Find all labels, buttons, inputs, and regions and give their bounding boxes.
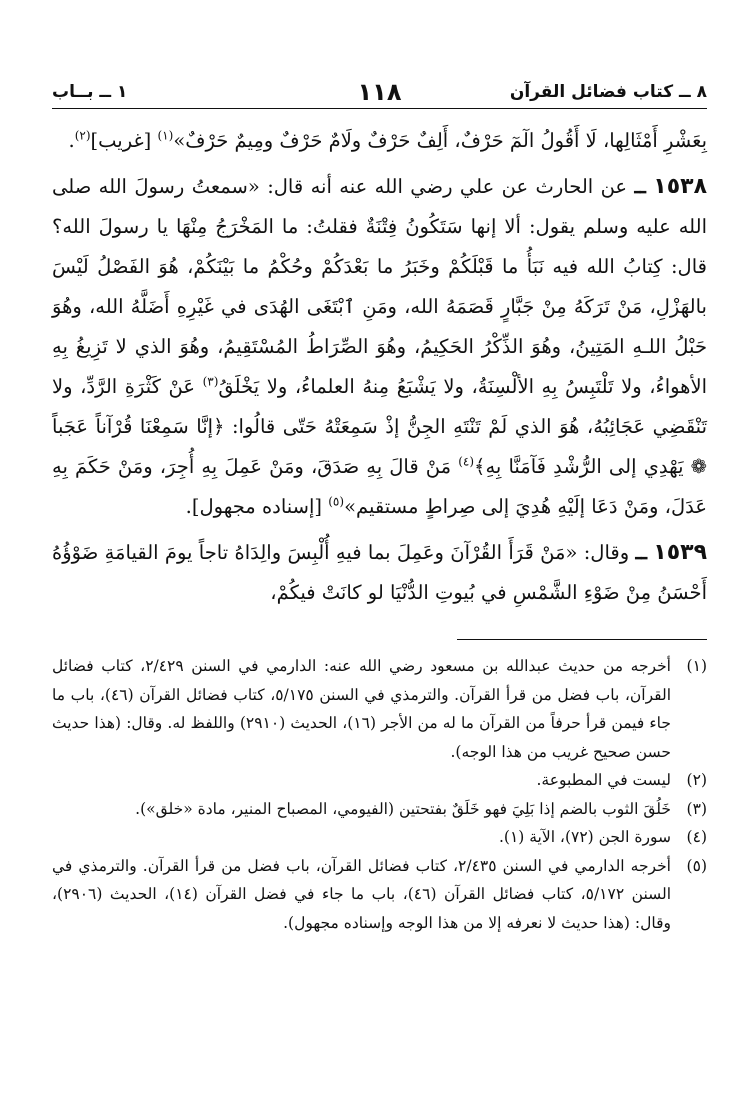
paragraph-continuation: بِعَشْرِ أَمْثَالِها، لَا أَقُولُ الٓمٓ حَرْفٌ، أَلِفٌ حَرْفٌ ولَامٌ حَرْفٌ ومِيمٌ حَرْفٌ»$^{(١)}$ [غريب]$^{(٢)}$. <box>68 128 707 152</box>
grade-label: [إسناده مجهول]. <box>185 495 323 518</box>
footnote-2 <box>52 766 707 795</box>
running-header <box>52 78 707 109</box>
footnote-text: سورة الجن (٧٢)، الآية (١). <box>498 828 671 846</box>
page-number: ١١٨ <box>357 78 402 106</box>
footnote-text: خَلُقَ الثوب بالضم إذا بَلِيَ فهو خَلَقٌ بفتحتين (الفيومي، المصباح المنير، مادة «خلق»). <box>135 799 671 818</box>
hadith-text: مَنْ قالَ بِهِ صَدَقَ، ومَنْ عَمِلَ بِهِ أُجِرَ، ومَنْ حَكَمَ بِهِ عَدَلَ، ومَنْ دَعَا إلَيْهِ هُدِيَ إلى صِراطٍ مستقيم» <box>52 455 707 518</box>
footnote-4 <box>52 823 707 852</box>
hadith-1539 <box>52 533 707 613</box>
footnote-3 <box>52 795 707 824</box>
footnote-text: ليست في المطبوعة. <box>536 771 671 789</box>
footnote-ref[interactable]: (٣) <box>202 374 219 389</box>
footnote-number: (١) <box>686 657 707 675</box>
footnote-ref[interactable]: (٢) <box>74 128 91 143</box>
footnote-1 <box>52 652 707 766</box>
hadith-dash: ــ <box>634 175 646 198</box>
hadith-number: ١٥٣٩ <box>653 540 707 565</box>
footnote-text: أخرجه الدارمي في السنن ٢/٤٣٥، كتاب فضائل القرآن، باب فضل من قرأ القرآن. والترمذي في السنن ٥/١٧٢، كتاب فضائل القرآن (٤٦)، باب ما جاء في فضل القرآن (١٤)، الحديث (٢٩٠٦)، وقال: (هذا حديث لا نعرفه إلا من هذا الوجه وإسناده مجهول). <box>52 856 671 932</box>
footnotes <box>52 652 707 937</box>
footnote-divider <box>457 639 707 640</box>
section-title: ١ ــ بــاب <box>52 82 128 102</box>
main-text <box>52 121 707 613</box>
footnote-number: (٣) <box>686 799 707 818</box>
grade-label: [غريب] <box>90 129 152 152</box>
footnote-ref[interactable]: (٥) <box>328 494 345 509</box>
hadith-text: عَنْ كَثْرَةِ الرَّدِّ، ولا تَنْقَضِي عَجَائِبُهُ، هُوَ الذي لَمْ تَنْتَهِ الجِنُّ إذْ سَمِعَتْهُ حَتّى قالُوا: ﴿إنَّا سَمِعْنَا قُرْآناً عَجَباً ❁ يَهْدِي إلى الرُّشْدِ فَآمَنَّا بِهِ﴾ <box>52 375 707 478</box>
footnote-number: (٥) <box>686 856 707 875</box>
footnote-number: (٢) <box>686 771 707 789</box>
hadith-1538 <box>52 167 707 527</box>
hadith-text: عن الحارث عن علي رضي الله عنه أنه قال: «سمعتُ رسولَ الله صلى الله عليه وسلم يقول: ألا إنها سَتَكُونُ فِتْنَةٌ فقلتُ: ما المَخْرَجُ مِنْهَا يا رسولَ الله؟ قال: كِتابُ الله فيه نَبَأُ ما قَبْلَكُمْ وخَبَرُ ما بَعْدَكُمْ وحُكْمُ ما بَيْنَكُمْ، هُوَ الفَصْلُ لَيْسَ بالهَزْلِ، مَنْ تَرَكَهُ مِنْ جَبَّارٍ قَصَمَهُ الله، ومَنِ ٱبْتَغَى الهُدَى في غَيْرِهِ أَضَلَّهُ الله، وهُوَ حَبْلُ اللـهِ المَتِينُ، وهُوَ الذِّكْرُ الحَكِيمُ، وهُوَ الصِّرَاطُ المُسْتَقِيمُ، وهُوَ الذي لا تَزِيغُ بِهِ الأهواءُ، ولا تَلْتَبِسُ بِهِ الألْسِنَةُ، ولا يَشْبَعُ مِنهُ العلماءُ، ولا يَخْلَقُ <box>52 175 708 398</box>
footnote-5 <box>52 852 707 938</box>
footnote-text: أخرجه من حديث عبدالله بن مسعود رضي الله عنه: الدارمي في السنن ٢/٤٢٩، كتاب فضائل القرآن، باب فضل من قرأ القرآن. والترمذي في السنن ٥/١٧٥، كتاب فضائل القرآن (٤٦)، باب ما جاء فيمن قرأ حرفاً من القرآن ما له من الأجر (١٦)، الحديث (٢٩١٠) واللفظ له. وقال: (هذا حديث حسن صحيح غريب من هذا الوجه). <box>52 657 671 761</box>
footnote-ref[interactable]: (١) <box>157 128 174 143</box>
hadith-dash: ــ <box>635 541 647 564</box>
hadith-text: وقال: «مَنْ قَرَأَ القُرْآنَ وعَمِلَ بما فيهِ أُلْبِسَ والِدَاهُ تاجاً يومَ القيامَةِ ضَوْؤُهُ أَحْسَنُ مِنْ ضَوْءِ الشَّمْسِ في بُيوتِ الدُّنْيَا لو كانَتْ فيكُمْ، <box>52 541 707 604</box>
footnote-number: (٤) <box>686 828 707 846</box>
chapter-title: ٨ ــ كتاب فضائل القرآن <box>509 82 707 102</box>
hadith-text: بِعَشْرِ أَمْثَالِها، لَا أَقُولُ الٓمٓ حَرْفٌ، أَلِفٌ حَرْفٌ ولَامٌ حَرْفٌ ومِيمٌ حَرْفٌ» <box>173 129 707 152</box>
hadith-number: ١٥٣٨ <box>653 174 707 199</box>
footnote-ref[interactable]: (٤) <box>458 454 475 469</box>
book-page <box>52 78 707 937</box>
